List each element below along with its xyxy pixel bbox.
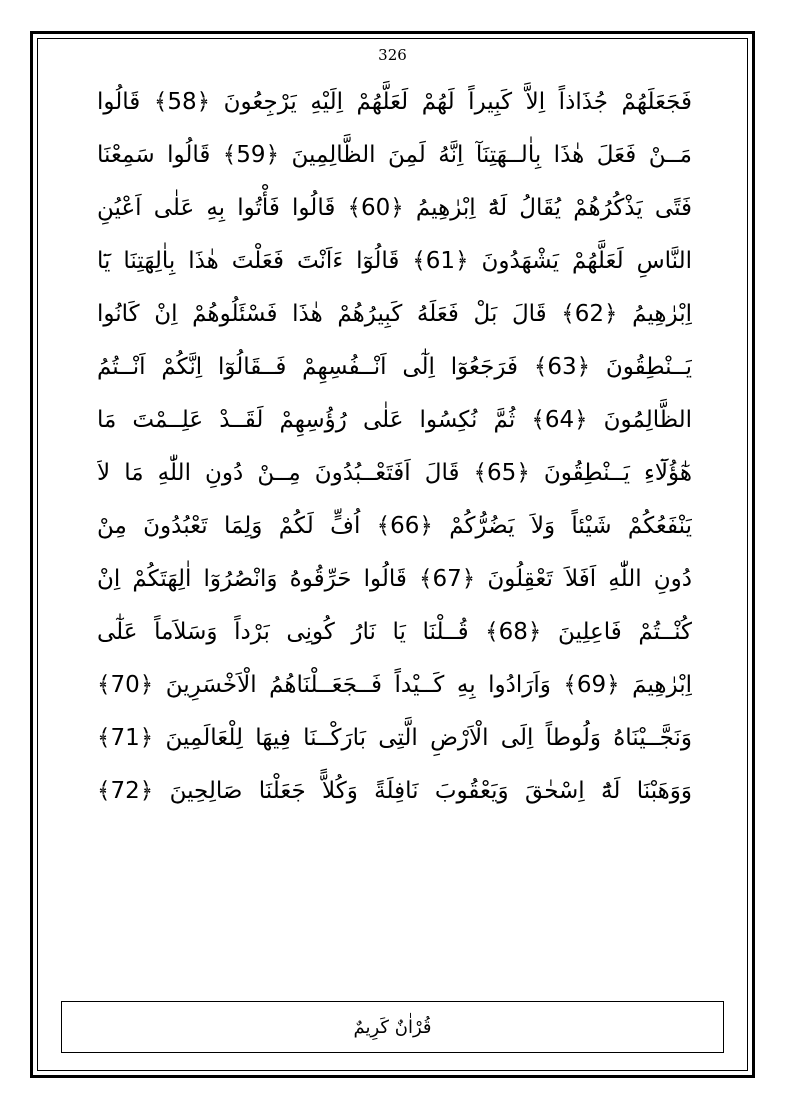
text-line: كُنْــتُمْ فَاعِلِينَ ﴿68﴾ قُــلْنَا يَا نَارُ كُونِى بَرْداً وَسَلاَماً عَلٰٓى (97, 619, 692, 645)
text-line: مَــنْ فَعَلَ هٰذَا بِاٰلــهَتِنَآ اِنَّهُ لَمِنَ الظَّالِمِينَ ﴿59﴾ قَالُوا سَمِعْنَا (97, 142, 692, 168)
text-line: يَــنْطِقُونَ ﴿63﴾ فَرَجَعُوٓا اِلٰٓى اَنْــفُسِهِمْ فَــقَالُوٓا اِنَّكُمْ اَنْــتُمُ (97, 354, 692, 380)
footer-title: قُرْاٰنٌ كَرِيمٌ (353, 1016, 432, 1038)
text-line: دُونِ اللّٰهِ اَفَلاَ تَعْقِلُونَ ﴿67﴾ قَالُوا حَرِّقُوهُ وَانْصُرُوٓا اٰلِهَتَكُمْ اِنْ (97, 566, 692, 592)
text-line: وَنَجَّــيْنَاهُ وَلُوطاً اِلَى الْاَرْضِ الَّتِى بَارَكْــنَا فِيهَا لِلْعَالَمِينَ ﴿71﴾ (97, 725, 692, 751)
text-line: يَنْفَعُكُمْ شَيْئاً وَلاَ يَضُرُّكُمْ ﴿66﴾ اُفٍّ لَكُمْ وَلِمَا تَعْبُدُونَ مِنْ (97, 513, 692, 539)
footer-box (61, 1001, 724, 1053)
page-number: 326 (378, 46, 407, 64)
text-line: فَتًى يَذْكُرُهُمْ يُقَالُ لَهُٓ اِبْرٰهِيمُ ﴿60﴾ قَالُوا فَأْتُوا بِهِ عَلٰى اَعْيُنِ (97, 195, 692, 221)
text-line: اِبْرٰهِيمَ ﴿69﴾ وَاَرَادُوا بِهِ كَــيْداً فَــجَعَــلْنَاهُمُ الْاَخْسَرِينَ ﴿70﴾ (97, 672, 692, 698)
quran-text-block (97, 76, 692, 818)
text-line: الظَّالِمُونَ ﴿64﴾ ثُمَّ نُكِسُوا عَلٰى رُؤُسِهِمْ لَقَــدْ عَلِــمْتَ مَا (97, 407, 692, 433)
text-line: هٰٓؤُلَٓاءِ يَــنْطِقُونَ ﴿65﴾ قَالَ اَفَتَعْــبُدُونَ مِــنْ دُونِ اللّٰهِ مَا لاَ (97, 460, 692, 486)
text-line: فَجَعَلَهُمْ جُذَاذاً اِلاَّ كَبِيراً لَهُمْ لَعَلَّهُمْ اِلَيْهِ يَرْجِعُونَ ﴿58﴾ قَالُوا (97, 89, 692, 115)
text-line: النَّاسِ لَعَلَّهُمْ يَشْهَدُونَ ﴿61﴾ قَالُوٓا ءَاَنْتَ فَعَلْتَ هٰذَا بِاٰلِهَتِنَا يَٓا (97, 248, 692, 274)
text-line: وَوَهَبْنَا لَهُٓ اِسْحٰقَ وَيَعْقُوبَ نَافِلَةً وَكُلاًّ جَعَلْنَا صَالِحِينَ ﴿72﴾ (97, 778, 692, 804)
text-line: اِبْرٰهِيمُ ﴿62﴾ قَالَ بَلْ فَعَلَهُ كَبِيرُهُمْ هٰذَا فَسْئَلُوهُمْ اِنْ كَانُوا (97, 301, 692, 327)
